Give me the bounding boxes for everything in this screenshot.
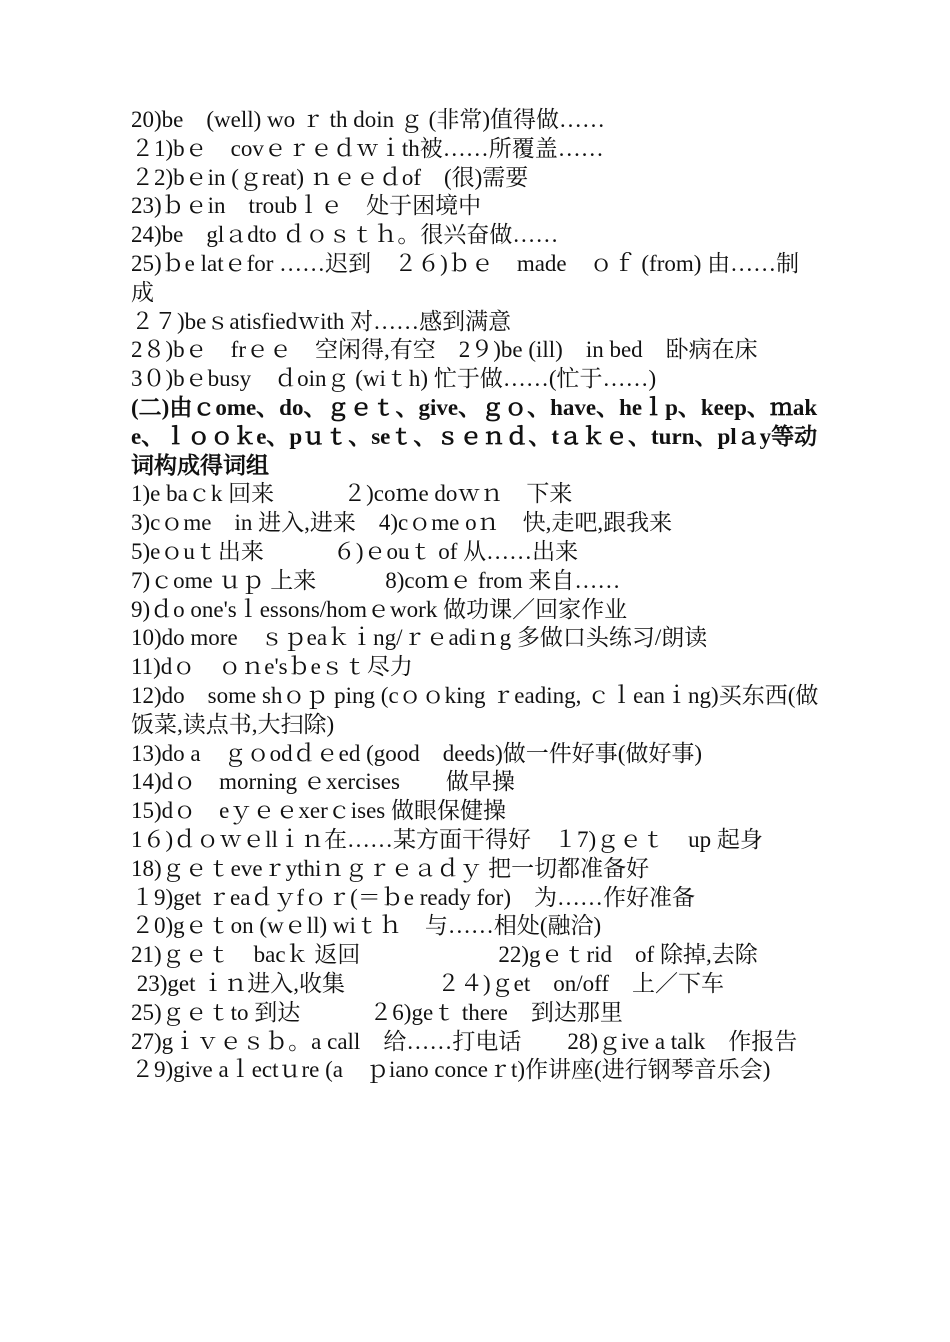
document-page (131, 106, 821, 1085)
phrase-entry: 1６)ｄｏｗｅllｉｎ在……某方面干得好 １7)ｇｅｔ up 起身 (131, 826, 763, 852)
phrase-entry: 25)ｇｅｔto 到达 ２6)geｔ there 到达那里 (131, 999, 623, 1025)
phrase-entry: 3)cｏme in 进入,进来 4)cｏme oｎ 快,走吧,跟我来 (131, 510, 673, 536)
phrase-entry: ２9)give aｌectｕre (a ｐiano conceｒt)作讲座(进行钢琴音乐会) (131, 1057, 771, 1083)
phrase-entry: 11)dｏ ｏｎe'sｂeｓｔ尽力 (131, 654, 413, 680)
phrase-entry: 2８)bｅ frｅｅ 空闲得,有空 2９)be (ill) in bed 卧病在床 (131, 337, 758, 363)
phrase-entry: ２0)gｅｔon (wｅll) wiｔｈ 与……相处(融洽) (131, 913, 602, 939)
phrase-entry: ２1)bｅ covｅｒｅｄｗｉth被……所覆盖…… (131, 135, 604, 161)
phrase-entry: ２７)beｓatisfiedｗith 对……感到满意 (131, 308, 512, 334)
phrase-entry: 27)gｉｖｅｓｂ。a call 给……打电话 28)ｇive a talk 作报告 (131, 1028, 798, 1054)
phrase-entry: 18)ｇｅｔeveｒythiｎｇｒｅａｄｙ 把一切都准备好 (131, 855, 650, 881)
phrase-entry: 24)be glａdto ｄｏｓｔｈ。很兴奋做…… (131, 222, 559, 248)
phrase-entry: 5)eｏuｔ出来 ６)ｅouｔ of 从……出来 (131, 538, 579, 564)
phrase-entry: 7)ｃome ｕｐ 上来 8)coｍｅ from 来自…… (131, 567, 621, 593)
phrase-entry: 15)dｏ eｙｅｅxerｃises 做眼保健操 (131, 798, 506, 824)
phrase-entry: 21)ｇｅｔ bacｋ 返回 22)gｅｔrid of 除掉,去除 (131, 942, 758, 968)
phrase-entry: 3０)bｅbusy ｄoinｇ (wiｔh) 忙于做……(忙于……) (131, 366, 657, 392)
phrase-entry: 10)do more ｓｐeaｋｉng/ｒｅadiｎg 多做口头练习/朗读 (131, 625, 708, 651)
phrase-entry: 13)do a ｇｏodｄｅed (good deeds)做一件好事(做好事) (131, 740, 703, 766)
phrase-entry: 9)ｄo one'sｌessons/homｅwork 做功课／回家作业 (131, 596, 628, 622)
phrase-entry: 1)e baｃk 回来 ２)coｍe doｗｎ 下来 (131, 481, 573, 507)
phrase-entry: 23)ｂｅin troubｌｅ 处于困境中 (131, 193, 482, 219)
phrase-entry: 23)get ｉｎ进入,收集 ２４)ｇet on/off 上／下车 (131, 970, 725, 996)
phrase-entry: 25)ｂe latｅfor ……迟到 ２６)ｂｅ made ｏｆ (from) 由……制成 (131, 250, 800, 305)
phrase-entry: ２2)bｅin (ｇreat) ｎｅｅｄof (很)需要 (131, 164, 529, 190)
phrase-entry: １9)get ｒeaｄｙfｏｒ(＝ｂe ready for) 为……作好准备 (131, 884, 696, 910)
phrase-entry: 12)do some shｏｐ ping (cｏｏking ｒeading, ｃｌeanｉng)买东西(做饭菜,读点书,大扫除) (131, 682, 819, 737)
phrase-entry: 14)dｏ morning ｅxercises 做早操 (131, 769, 515, 795)
section-heading: (二)由ｃome、do、ｇｅｔ、give、ｇｏ、have、heｌp、keep、ｍake、ｌｏｏｋe、pｕｔ、seｔ、ｓｅｎｄ、tａｋｅ、turn、plａy等动词构成得词组 (131, 394, 818, 478)
phrase-entry: 20)be (well) wo ｒ th doin ｇ (非常)值得做…… (131, 107, 605, 132)
